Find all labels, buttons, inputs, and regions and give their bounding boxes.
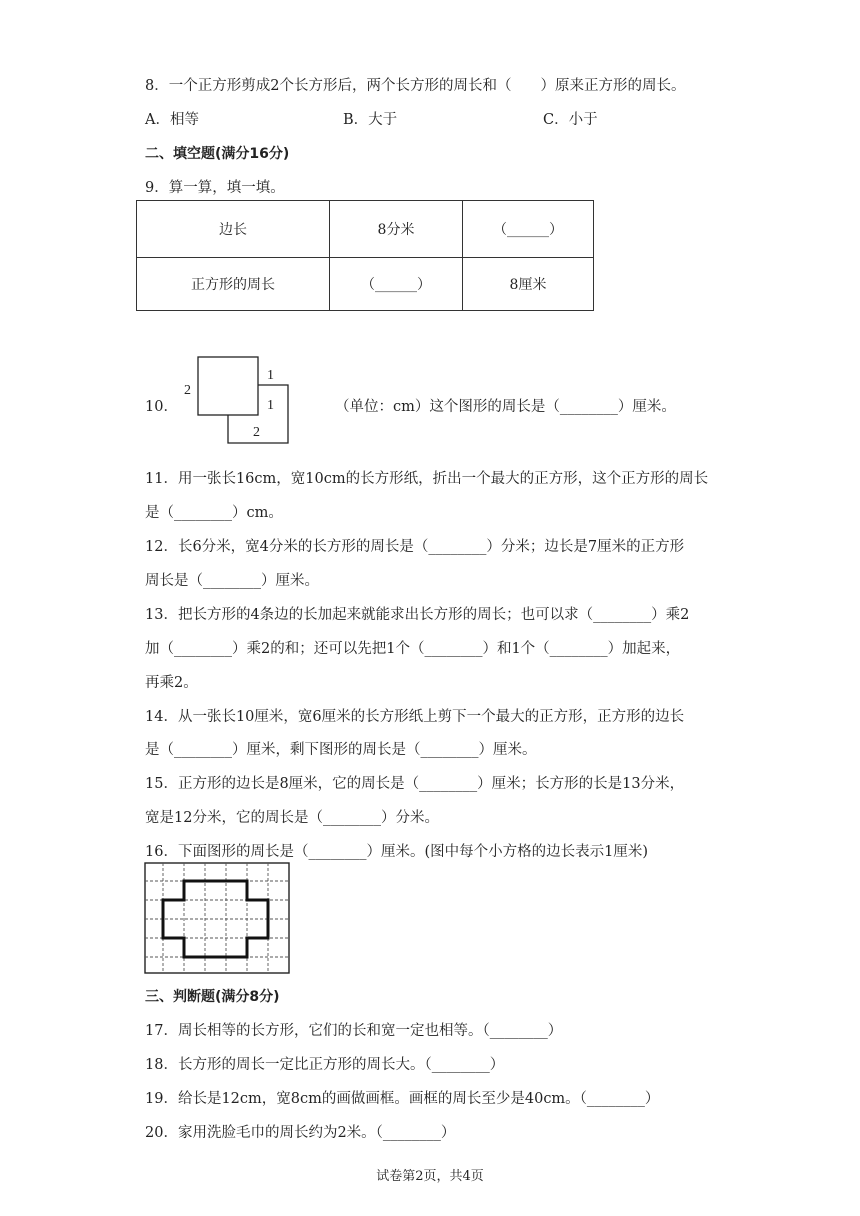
- figure-label: 2: [253, 425, 260, 440]
- question-10-number: 10．: [145, 399, 178, 415]
- question-12-line-2: 周长是（________）厘米。: [145, 573, 319, 589]
- section-heading-fill-blank: 二、填空题(满分16分): [145, 146, 290, 162]
- question-18-text: 18．长方形的周长一定比正方形的周长大。（________）: [145, 1057, 505, 1073]
- question-17-text: 17．周长相等的长方形，它们的长和宽一定也相等。（________）: [145, 1023, 563, 1039]
- question-10-text: （单位：cm）这个图形的周长是（________）厘米。: [335, 399, 676, 415]
- q8-option-b: B．大于: [343, 112, 398, 128]
- question-16-grid-figure: [144, 862, 290, 974]
- question-11-line-2: 是（________）cm。: [145, 505, 283, 521]
- q8-option-a: A．相等: [145, 112, 199, 128]
- figure-label: 1: [267, 398, 274, 413]
- table-cell: 正方形的周长: [137, 258, 330, 311]
- question-8-text: 8．一个正方形剪成2个长方形后，两个长方形的周长和（ ）原来正方形的周长。: [145, 78, 686, 94]
- table-cell: 8厘米: [463, 258, 594, 311]
- table-cell: 边长: [137, 201, 330, 258]
- question-20-text: 20．家用洗脸毛巾的周长约为2米。（________）: [145, 1125, 456, 1141]
- question-13-line-1: 13．把长方形的4条边的长加起来就能求出长方形的周长；也可以求（________）乘2: [145, 607, 690, 623]
- question-15-line-2: 宽是12分米，它的周长是（________）分米。: [145, 810, 439, 826]
- table-cell: 8分米: [330, 201, 463, 258]
- question-11-line-1: 11．用一张长16cm，宽10cm的长方形纸，折出一个最大的正方形，这个正方形的周长: [145, 471, 709, 487]
- question-14-line-2: 是（________）厘米，剩下图形的周长是（________）厘米。: [145, 742, 537, 758]
- question-9-text: 9．算一算，填一填。: [145, 180, 285, 196]
- question-15-line-1: 15．正方形的边长是8厘米，它的周长是（________）厘米；长方形的长是13分米，: [145, 776, 685, 792]
- question-13-line-3: 再乘2。: [145, 675, 198, 691]
- question-13-line-2: 加（________）乘2的和；还可以先把1个（________）和1个（________）加起来，: [145, 641, 681, 657]
- table-cell: （______）: [463, 201, 594, 258]
- section-heading-true-false: 三、判断题(满分8分): [145, 989, 280, 1005]
- figure-label: 2: [184, 383, 191, 398]
- question-16-text: 16．下面图形的周长是（________）厘米。(图中每个小方格的边长表示1厘米): [145, 844, 648, 860]
- question-12-line-1: 12．长6分米，宽4分米的长方形的周长是（________）分米；边长是7厘米的正方形: [145, 539, 685, 555]
- question-9-table: [136, 200, 594, 311]
- q8-option-c: C．小于: [543, 112, 598, 128]
- question-10-figure: [175, 354, 300, 446]
- table-cell: （______）: [330, 258, 463, 311]
- figure-label: 1: [267, 368, 274, 383]
- question-19-text: 19．给长是12cm，宽8cm的画做画框。画框的周长至少是40cm。（________）: [145, 1091, 660, 1107]
- question-14-line-1: 14．从一张长10厘米，宽6厘米的长方形纸上剪下一个最大的正方形，正方形的边长: [145, 709, 685, 725]
- page-footer: 试卷第2页，共4页: [376, 1169, 484, 1184]
